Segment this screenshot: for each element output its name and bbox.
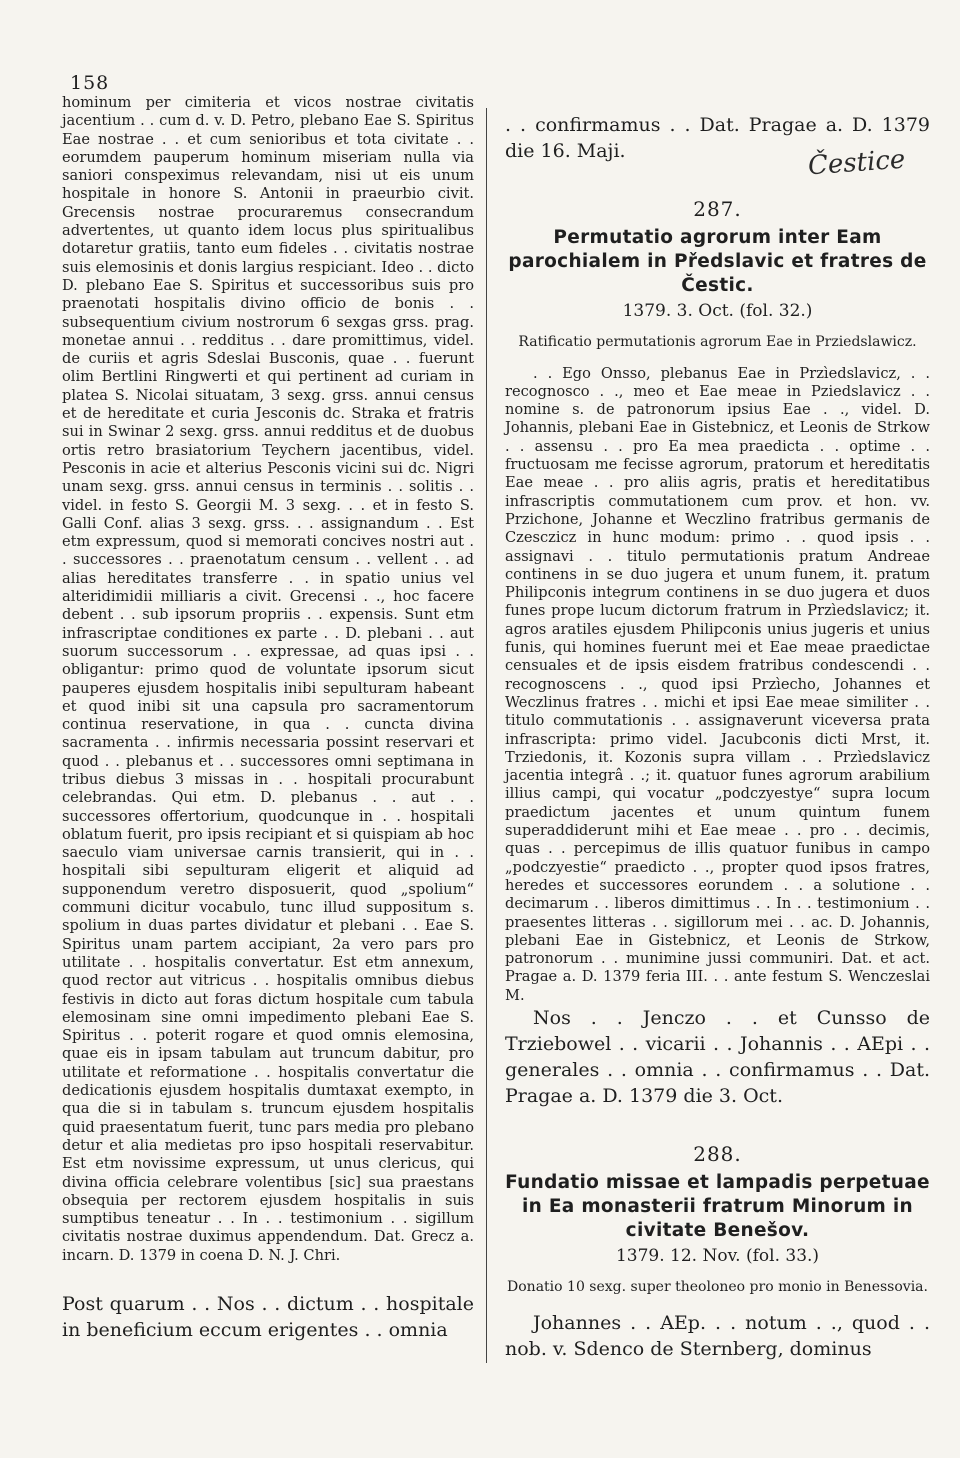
document-summary: Donatio 10 sexg. super theoloneo pro monio in Benessovia. [507, 1278, 928, 1295]
document-summary: Ratificatio permutationis agrorum Eae in Prziedslawicz. [518, 333, 917, 350]
right-column-lead: . . confirmamus . . Dat. Pragae a. D. 1379 die 16. Maji. [505, 114, 930, 162]
document-287 [505, 197, 930, 1109]
document-confirmation: Nos . . Jenczo . . et Cunsso de Trziebowel . . vicarii . . Johannis . . AEpi . . generales . . omnia . . confirmamus . . Dat. Pragae a. D. 1379 die 3. Oct. [505, 1006, 930, 1107]
document-number: 288. [693, 1141, 742, 1166]
document-body: . . Ego Onsso, plebanus Eae in Przìedslavicz, . . recognosco . ., meo et Eae meae in Pziedslavicz . . nomine s. de patronorum ipsius Eae . ., videl. D. Johannis, plebani Eae in Gistebnicz, et Leonis de Strkow . . assensu . . pro Ea mea praedicta . . optime . . fructuosam me fecisse agrorum, pratorum et hereditatis Eae meae . . pro aliis agris, pratis et hereditatibus infrascriptis commutationem cum prov. et hon. vv. Przichone, Johanne et Weczlino fratribus germanis de Czesczicz in hunc modum: primo . . quod ipsis . . assignavi . . titulo permutationis pratum Andreae continens in se duo jugera et unum funem, it. pratum Philipconis integrum continens in se duo jugera et duos funes prope lucum dictorum fratrum in Przìedslavicz; it. agros aratiles ejusdem Philipconis unius jugeris et unius funis, qui homines fuerunt mei et Eae meae praedictae censuales et de ipsis eisdem fratribus condescendi . . recognoscens . ., quod ipsi Przìecho, Johannes et Weczlinus fratres . . michi et ipsi Eae meae similiter . . titulo commutationis . . assignaverunt viceversa prata infrascripta: primo videl. Jacubconis dicti Mrst, it. Trziedonis, it. Kozonis supra villam . . Przìedslavicz jacentia integrâ . .; it. quatuor funes agrorum arabilium illius campi, qui vocatur „podczyestye“ supra locum praedictum jacentes et unum quintum funem superaddiderunt mihi et Eae meae . . pro . . decimis, quas . . percepimus de illis quatuor funibus in campo „podczyestie“ praedicto . ., propter quod ipsos fratres, heredes et successores eorundem . . a solutione . . decimarum . . liberos dimittimus . . In . . testimonium . . praesentes litteras . . sigillorum mei . . ac. D. Johannis, plebani Eae in Gistebnicz, et Leonis de Strkow, patronorum . . munimine jussi communiri. Dat. et act. Pragae a. D. 1379 feria III. . . ante festum S. Wenczeslai M. [505, 364, 930, 1004]
document-number: 287. [693, 197, 742, 221]
document-heading: Fundatio missae et lampadis perpetuae in Ea monasterii fratrum Minorum in civitate Benešov. [505, 1172, 930, 1242]
document-date: 1379. 3. Oct. (fol. 32.) [622, 301, 813, 322]
right-column [505, 112, 930, 1362]
document-288 [505, 1141, 930, 1362]
document-date: 1379. 12. Nov. (fol. 33.) [615, 1246, 820, 1267]
page-number: 158 [70, 72, 110, 94]
left-column-coda: Post quarum . . Nos . . dictum . . hospitale in beneficium eccum erigentes . . omnia [62, 1293, 474, 1341]
left-column [62, 94, 474, 1343]
handwritten-annotation: Čestice [807, 144, 907, 182]
column-divider [486, 108, 487, 1363]
document-body: Johannes . . AEp. . . notum . ., quod . . nob. v. Sdenco de Sternberg, dominus [505, 1311, 930, 1360]
left-column-body: hominum per cimiteria et vicos nostrae civitatis jacentium . . cum d. v. D. Petro, plebano Eae S. Spiritus Eae nostrae . . et cum senioribus et tota civitate . . eorumdem pauperum hominum miseriam nulla via saniori conspeximus relevandam, nisi ut eis unum hospitale in honore S. Antonii in praeurbio civit. Grecensis nostrae procuraremus consecrandum advertentes, ut quanto idem locus plus spiritualibus dotaretur gratiis, tanto eum fideles . . civitatis nostrae suis elemosinis et donis largius respiciant. Ideo . . dicto D. plebano Eae S. Spiritus et successoribus suis pro praenotati hospitalis divino officio de bonis . . subsequentium civium nostrorum 6 sexgas grss. prag. monetae annui . . redditus . . dare promittimus, videl. de curiis et agris Sdeslai Busconis, quae . . fuerunt olim Bertlini Ringwerti et qui pertinent ad curiam in platea S. Nicolai situatam, 3 sexg. grss. annui census et de hereditate et curia Jesconis dc. Straka et fratris sui in Swinar 2 sexg. grss. annui redditus et de duobus ortis retro brasiatorium Teychern jacentibus, videl. Pesconis in acie et alterius Pesconis vicini sui dc. Nigri unam sexg. grss. annui census in terminis . . solitis . . videl. in festo S. Georgii M. 3 sexg. . . et in festo S. Galli Conf. alias 3 sexg. grss. . . assignandum . . Est etm expressum, quod si memorati concives nostri aut . . successores . . praenotatum censum . . vellent . . ad alias hereditates transferre . . in spatio unius vel alteridimidii milliaris a civit. Grecensi . ., hoc facere debent . . sub ipsorum propriis . . expensis. Sunt etm infrascriptae conditiones ex parte . . D. plebani . . aut suorum successorum . . expressae, ad quas ipsi . . obligantur: primo quod de voluntate ipsorum sicut pauperes ejusdem hospitalis inibi sepulturam habeant et quod inibi sit una capsula pro sacramentorum continua reservatione, in qua . . cuncta divina sacramenta . . infirmis necessaria possint reservari et quod . . plebanus et . . successores omni septimana in tribus diebus 3 missas in . . hospitali procurabunt celebrandas. Qui etm. D. plebanus . . aut . . successores offertorium, quodcunque in . . hospitali oblatum fuerit, pro ipsis recipiant et si quispiam ab hoc saeculo viam universae carnis transierit, qui in . . hospitali sibi sepulturam eligerit et aliquid ad supponendum veretro disposuerit, quod „spolium“ communi dicitur vocabulo, tunc illud suppositum s. spolium in duas partes dividatur et plebani . . Eae S. Spiritus unam partem accipiant, 2a vero pars pro utilitate . . hospitalis convertatur. Est etm annexum, quod rector aut vitricus . . hospitalis omnibus diebus festivis in dicto aut foras dictum hospitale cum tabula elemosinam sine omni impedimento plebani Eae S. Spiritus . . poterit rogare et quod omnis elemosina, quae eis in ipsam tabulam aut truncum dabitur, pro utilitate et reformatione . . hospitalis convertatur die dedicationis ejusdem hospitalis dumtaxat exempto, in qua die si in tabulam s. truncum ejusdem hospitalis quid praesentatum fuerit, tunc pars media pro plebano detur et alia medietas pro ipso hospitali reservabitur. Est etm novissime expressum, ut unus clericus, qui divina officia celebrare volentibus [sic] sua praestans obsequia per rectorem ejusdem hospitalis in suis sumptibus teneatur . . In . . testimonium . . sigillum civitatis nostrae duximus appendendum. Dat. Grecz a. incarn. D. 1379 in coena D. N. J. Chri. [62, 94, 474, 1264]
document-heading: Permutatio agrorum inter Eam parochialem in Předslavic et fratres de Čestic. [508, 227, 927, 297]
